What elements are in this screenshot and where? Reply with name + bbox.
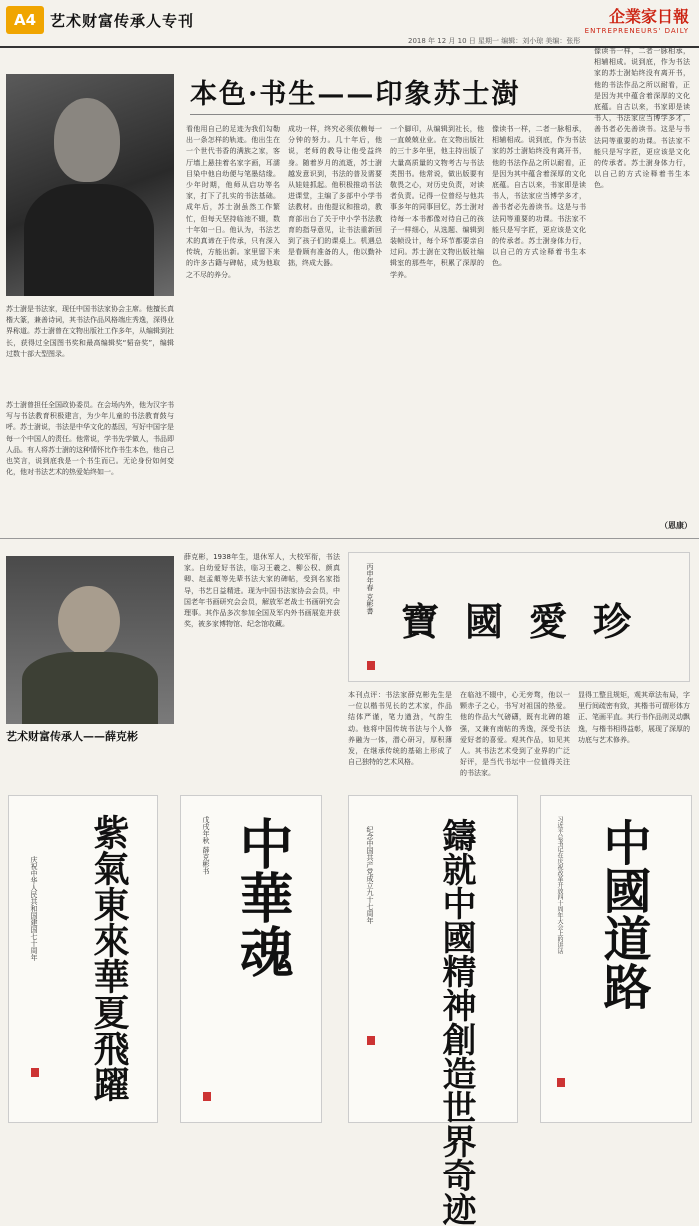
article2-column-3: 显得工整且规矩，观其章法布局，字里行间疏密有致，其楷书可谓形体方正、笔画平直。其行书作品则灵动飘逸，与楷书相得益彰，展现了深厚的功底与艺术修养。 (578, 691, 690, 744)
calligraphy-panel-3 (348, 795, 518, 1226)
panel-3-calligraphy: 鑄就中國精神創造世界奇迹 (436, 818, 476, 1226)
page-header (0, 0, 699, 46)
article1-column-2: 看他用自己的足迹为我们勾勒出一条怎样的轨迹。他出生在一个世代书香的满族之家，客厅墙上悬挂着名家字画，耳濡目染中他自幼便与笔墨结缘。少年时期，他师从启功等名家，打下了扎实的书法基础。成年后，苏士澍虽然工作繁忙，但每天坚持临池不辍，数十年如一日。他认为，书法艺术的真谛在于传承，只有深入传统，方能出新。家里留下来的许多古籍与碑帖，成为他取之不尽的养分。 (186, 125, 280, 279)
calligraphy-panel-4 (540, 795, 692, 1123)
section-divider (0, 538, 699, 539)
page-number-badge: A4 (6, 6, 44, 34)
article1-intro: 苏士澍是书法家，现任中国书法家协会主席。他擅长真楷大篆，兼善诗词，其书法作品风格端庄秀逸，深得业界称道。苏士澍曾在文物出版社工作多年，从编辑到社长，获得过全国图书奖和最高编辑奖“韬奋奖”，编辑过数十部大型图录。 (6, 305, 174, 358)
artist-caption: 艺术财富传承人——薛克彬 (6, 730, 138, 743)
panel-4-inscription: 习近平总书记在庆祝改革开放四十周年大会上的讲话 (556, 816, 563, 954)
portrait-xue-kebin (6, 556, 174, 724)
article1-column-4: 一个脚印，从编辑到社长，他一直兢兢业业。在文物出版社的三十多年里，他主持出版了大量高质量的文物考古与书法类图书。他常说，做出版要有敬畏之心，对历史负责，对读者负责。记得一位曾经与他共事多年的同事回忆，苏士澍对待每一本书都像对待自己的孩子一样细心，从选题、编辑到装帧设计，每个环节都要亲自过问。苏士澍在文物出版社编辑室的那些年，积累了深厚的学养。 (390, 125, 484, 279)
panel-3-seal (367, 1036, 375, 1045)
panel-1-calligraphy: 紫氣東來華夏飛躍 (88, 814, 130, 1102)
author-signature: （恩康） (660, 521, 692, 530)
artist-bio: 薛克彬，1938年生，退休军人，大校军衔，书法家。自幼爱好书法，临习王羲之、柳公权、颜真卿、赵孟頫等先辈书法大家的碑帖，受到名家指导，书艺日益精进。现为中国书法家协会会员，中国老年书画研究会会员，解放军老战士书画研究会理事。其作品多次参加全国及军内外书画展览并获奖，被多家博物馆、纪念馆收藏。 (184, 553, 340, 629)
calligraphy-banner (348, 552, 690, 682)
calligraphy-panel-1 (8, 795, 158, 1123)
article1-column-1: 苏士澍曾担任全国政协委员。在会场内外，他为汉字书写与书法教育积极建言，为少年儿童的书法教育鼓与呼。苏士澍说，书法是中华文化的基因，写好中国字是每一个中国人的责任。他常说，学书先学做人，书品即人品。有人将苏士澍的这种情怀比作书生本色，他自己也笑言，说到底我是一个书生而已。无论身份如何变化，他对书法艺术的热爱始终如一。 (6, 401, 174, 477)
masthead-english: ENTREPRENEURS' DAILY (584, 27, 689, 35)
calligraphy-panel-2 (180, 795, 322, 1123)
panel-4-seal (557, 1078, 565, 1087)
article1-column-6: 像读书一样，二者一脉相承，相辅相成。说到底，作为书法家的苏士澍始终没有离开书，他的书法作品之所以耐看，正是因为其中蕴含着深厚的文化底蕴。自古以来，书家即是读书人，书法家应当博学多才，善书者必先善读书。这是与书法同等重要的功课。书法家不能只是写字匠，更应该是文化的传承者。苏士澍身体力行，以自己的方式诠释着书生本色。 (594, 47, 690, 190)
panel-3-inscription: 纪念中国共产党成立九十七周年 (366, 826, 374, 924)
column-title: 艺术财富传承人专刊 (50, 12, 195, 30)
article1-column-5: 像读书一样，二者一脉相承，相辅相成。说到底，作为书法家的苏士澍始终没有离开书，他的书法作品之所以耐看，正是因为其中蕴含着深厚的文化底蕴。自古以来，书家即是读书人，书法家应当博学多才，善书者必先善读书。这是与书法同等重要的功课。书法家不能只是写字匠，更应该是文化的传承者。苏士澍身体力行，以自己的方式诠释着书生本色。 (492, 125, 586, 268)
panel-2-inscription: 戊戌年秋 薛克彬书 (202, 816, 210, 875)
article1-column-3: 成功一样，终究必须依赖每一分钟的努力。几十年后，他说，老师的教导让他受益终身。随着岁月的流逝，苏士澍越发意识到，书法的普及需要从娃娃抓起。他积极推动书法进课堂，主编了多部中小学书法教材。由他提议和推动，教育部出台了关于中小学书法教育的指导意见，让书法重新回到了孩子们的课桌上。机遇总是眷顾有准备的人，他以勤补拙，终成大器。 (288, 125, 382, 268)
editor-comment: 本刊点评：书法家薛克彬先生是一位以楷书见长的艺术家，作品结体严谨，笔力遒劲，气韵生动。他将中国传统书法与个人修养融为一体，潜心研习，厚积薄发，在继承传统的基础上形成了自己独特的艺术风格。 (348, 691, 452, 767)
banner-inscription: 丙申年春 克彬書 (366, 563, 374, 615)
panel-2-seal (203, 1092, 211, 1101)
article-headline: 本色·书生——印象苏士澍 (190, 79, 521, 110)
banner-seal (367, 661, 375, 670)
banner-calligraphy: 寶國愛珍 (401, 599, 658, 644)
newspaper-masthead (585, 4, 689, 35)
panel-1-inscription: 庆祝中华人民共和国建国七十周年 (30, 856, 38, 961)
article2-column-2: 在临池不辍中，心无旁骛，他以一颗赤子之心，书写对祖国的热爱。他的作品大气磅礴，既有北碑的雄强，又兼有南帖的秀逸，深受书法爱好者的喜爱。观其作品，如见其人。其书法艺术受到了业界的广泛好评，是当代书坛中一位值得关注的书法家。 (460, 691, 570, 778)
issue-info: 2018 年 12 月 10 日 星期一 编辑：刘小琼 美编：张彤 (408, 37, 581, 45)
panel-1-seal (31, 1068, 39, 1077)
masthead-chinese: 企業家日報 (608, 7, 689, 26)
panel-2-calligraphy: 中華魂 (231, 816, 295, 978)
panel-4-calligraphy: 中國道路 (595, 818, 651, 1010)
portrait-su-shishu (6, 74, 174, 296)
